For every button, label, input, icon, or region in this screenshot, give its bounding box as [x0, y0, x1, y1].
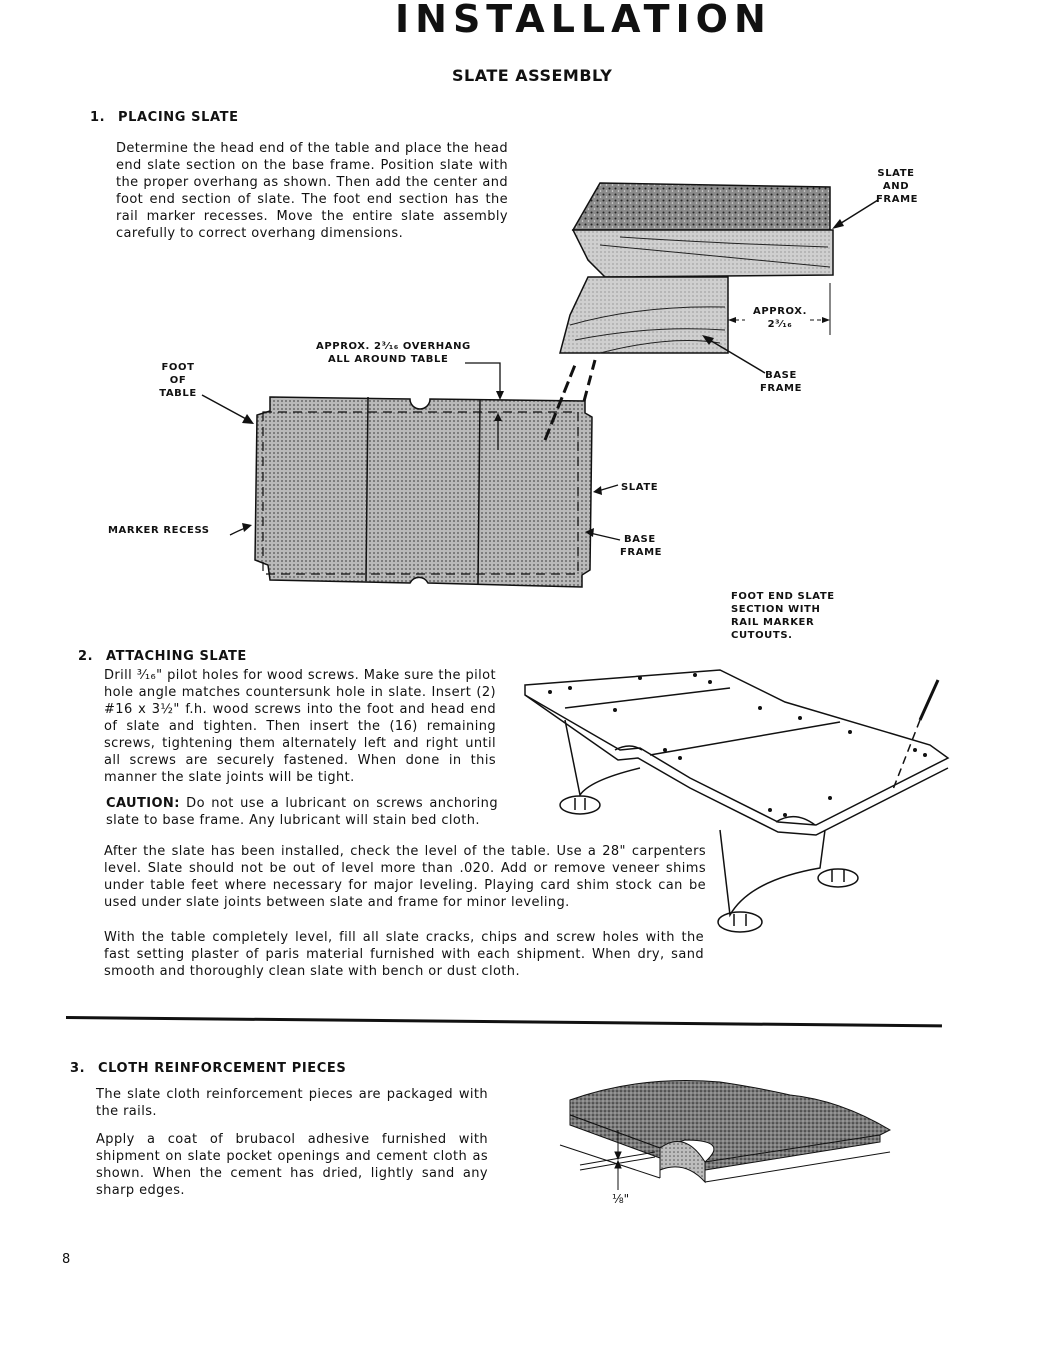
- caution-label: CAUTION:: [106, 796, 180, 811]
- section-1-body: Determine the head end of the table and place the head end slate section on the base frame. Position slate with the proper overhang as shown. Then add the center and foot end section of slate. The foot end section has the rail marker recesses. Move the entire slate assembly carefully to correct overhang dimensions.: [116, 141, 508, 241]
- section-number: 3.: [70, 1061, 86, 1076]
- page-number: 8: [62, 1252, 71, 1267]
- label-foot-end-caption: FOOT END SLATE SECTION WITH RAIL MARKER CUTOUTS.: [731, 591, 835, 641]
- label-cloth-thickness: ⅛": [612, 1192, 630, 1206]
- label-slate: SLATE: [621, 482, 659, 493]
- table-top-outline: [525, 670, 948, 825]
- pool-table-illustration: [520, 650, 960, 940]
- frame-layer: [573, 230, 833, 277]
- leveling-paragraph: After the slate has been installed, check the level of the table. Use a 28" carpenters level. Slate should not be out of level more than .020. Add or remove veneer shims under table feet where necessary for major leveling. Playing card shim stock can be used under slate joints between slate and frame for minor leveling.: [104, 844, 706, 910]
- caution-text: Do not use a lubricant on screws anchoring slate to base frame. Any lubricant will stain bed cloth.: [106, 796, 498, 828]
- filling-paragraph: With the table completely level, fill all slate cracks, chips and screw holes with the fast setting plaster of paris material furnished with each shipment. When dry, sand smooth and thoroughly clean slate with bench or dust cloth.: [104, 930, 704, 979]
- pocket-cutout: [660, 1142, 705, 1182]
- section-1-heading: [90, 110, 239, 125]
- label-foot-of-table: FOOT OF TABLE: [159, 362, 197, 399]
- label-approx-dimension: APPROX. 2³⁄₁₆: [753, 306, 807, 330]
- section-title: CLOTH REINFORCEMENT PIECES: [98, 1061, 347, 1076]
- label-marker-recess: MARKER RECESS: [108, 525, 210, 536]
- caution-note: [106, 795, 498, 829]
- slate-and-frame-arrow: [830, 195, 880, 235]
- section-3-body-2: Apply a coat of brubacol adhesive furnished with shipment on slate pocket openings and cement cloth as shown. When the cement has dried, lightly sand any sharp edges.: [96, 1132, 488, 1198]
- section-number: 1.: [90, 110, 106, 125]
- section-3-heading: [70, 1061, 346, 1076]
- section-2-heading: [78, 649, 247, 664]
- slate-layout-diagram: [180, 355, 663, 595]
- label-slate-and-frame: SLATE AND FRAME: [876, 168, 919, 205]
- label-base-frame-detail: BASE FRAME: [759, 370, 803, 394]
- cloth-reinforcement-diagram: [560, 1070, 920, 1210]
- section-title: ATTACHING SLATE: [106, 649, 247, 664]
- label-overhang: APPROX. 2³⁄₁₆ OVERHANG ALL AROUND TABLE: [316, 341, 471, 365]
- section-3-body-1: The slate cloth reinforcement pieces are packaged with the rails.: [96, 1087, 488, 1119]
- slate-outline: [255, 397, 592, 587]
- section-2-body: Drill ³⁄₁₆" pilot holes for wood screws. Make sure the pilot hole angle matches countersunk hole in slate. Insert (2) #16 x 3½" f.h. wood screws into the foot and head end of slate and tighten. Then insert the (16) remaining screws, tightening them alternately left and right until all screws are securely fastened. When done in this manner the slate joints will be tight.: [104, 668, 496, 785]
- page-subtitle: SLATE ASSEMBLY: [452, 66, 613, 85]
- section-title: PLACING SLATE: [118, 110, 239, 125]
- section-number: 2.: [78, 649, 94, 664]
- label-base-frame: BASE FRAME: [620, 534, 663, 558]
- page-header-title: INSTALLATION: [395, 0, 772, 41]
- section-divider: [66, 1016, 942, 1027]
- slate-layer: [573, 183, 830, 230]
